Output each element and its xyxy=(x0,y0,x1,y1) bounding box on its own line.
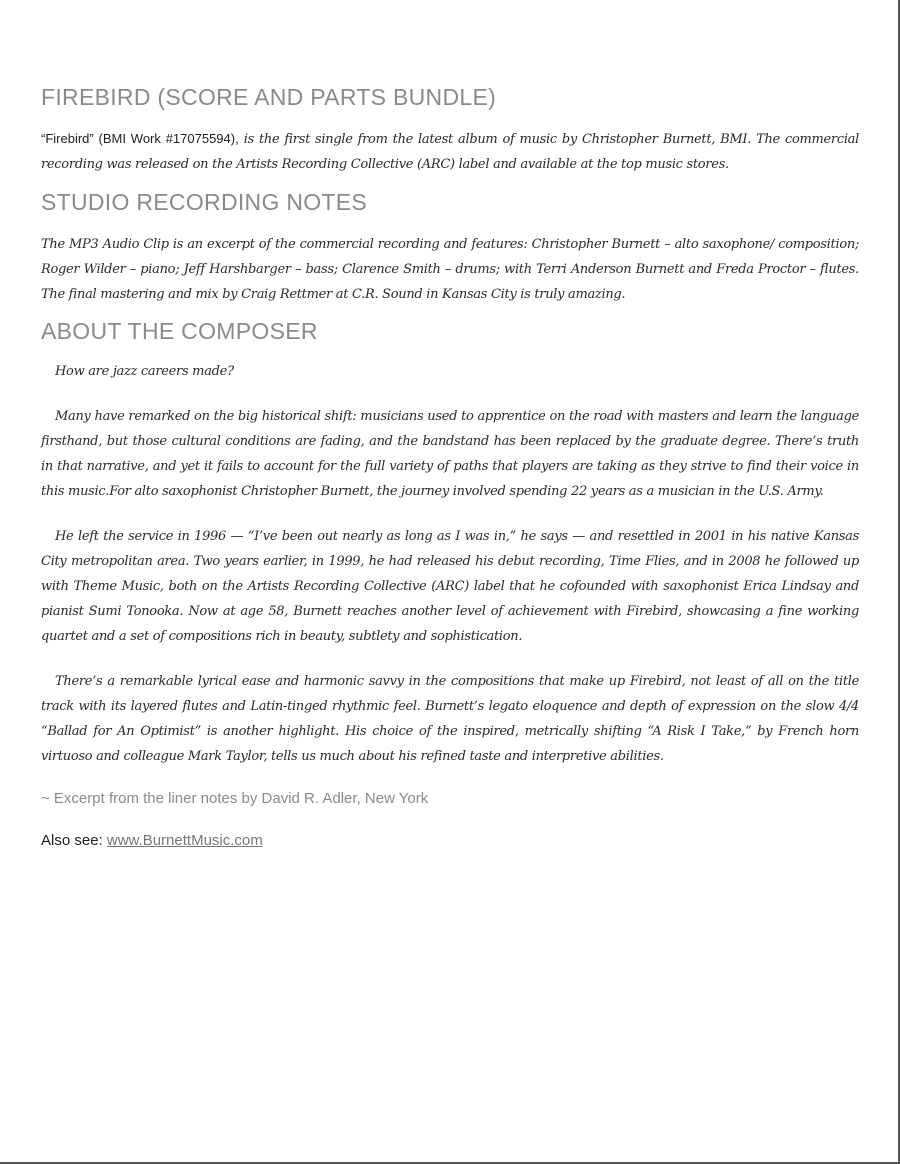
also-see-label: Also see: xyxy=(41,832,107,849)
intro-text: is the first single from the latest album of music by Christopher Burnett, BMI. The commercial recording was released on the Artists Recording Collective (ARC) label and available at the top music stores. xyxy=(41,132,859,172)
intro-lead: “Firebird” (BMI Work #17075594), xyxy=(41,131,239,146)
studio-heading: STUDIO RECORDING NOTES xyxy=(41,189,368,215)
also-see-line xyxy=(41,830,859,852)
about-heading: ABOUT THE COMPOSER xyxy=(41,318,318,344)
page-content xyxy=(41,82,859,852)
website-link[interactable]: www.BurnettMusic.com xyxy=(106,832,263,849)
about-paragraph-service: He left the service in 1996 — “I’ve been out nearly as long as I was in,” he says — and resettled in 2001 in his native Kansas City metropolitan area. Two years earlier, in 1999, he had released his debut recording, Time Flies, and in 2008 he followed up with Theme Music, both on the Artists Recording Collective (ARC) label that he cofounded with saxophonist Erica Lindsay and pianist Sumi Tonooka. Now at age 58, Burnett reaches another level of achievement with Firebird, showcasing a fine working quartet and a set of compositions rich in beauty, subtlety and sophistication. xyxy=(41,529,859,644)
about-paragraph-firebird: There’s a remarkable lyrical ease and harmonic savvy in the compositions that make up Firebird, not least of all on the title track with its layered flutes and Latin-tinged rhythmic feel. Burnett’s legato eloquence and depth of expression on the slow 4/4 “Ballad for An Optimist” is another highlight. His choice of the inspired, metrically shifting “A Risk I Take,” by French horn virtuoso and colleague Mark Taylor, tells us much about his refined taste and interpretive abilities. xyxy=(41,674,859,764)
about-paragraph-career: Many have remarked on the big historical shift: musicians used to apprentice on the road with masters and learn the language firsthand, but those cultural conditions are fading, and the bandstand has been replaced by the graduate degree. There’s truth in that narrative, and yet it fails to account for the full variety of paths that players are taking as they strive to find their voice in this music.For alto saxophonist Christopher Burnett, the journey involved spending 22 years as a musician in the U.S. Army. xyxy=(41,409,859,499)
studio-paragraph: The MP3 Audio Clip is an excerpt of the commercial recording and features: Christopher Burnett – alto saxophone/ composition; Roger Wilder – piano; Jeff Harshbarger – bass; Clarence Smith – drums; with Terri Anderson Burnett and Freda Proctor – flutes. The final mastering and mix by Craig Rettmer at C.R. Sound in Kansas City is truly amazing. xyxy=(41,237,859,302)
intro-paragraph xyxy=(41,126,859,177)
title-heading: FIREBIRD (SCORE AND PARTS BUNDLE) xyxy=(41,84,497,110)
liner-notes-caption: ~ Excerpt from the liner notes by David R. Adler, New York xyxy=(41,790,429,807)
about-paragraph-question: How are jazz careers made? xyxy=(55,364,234,379)
